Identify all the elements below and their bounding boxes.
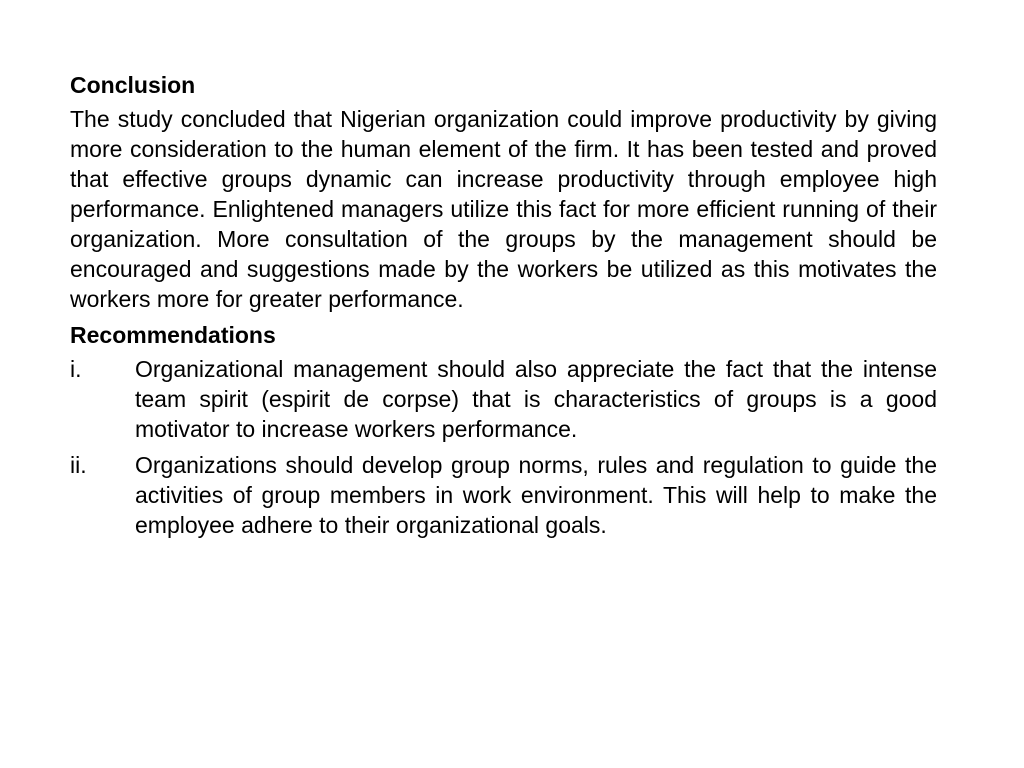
conclusion-paragraph: The study concluded that Nigerian organization could improve productivity by giving more consideration to the human element of the firm. It has been tested and proved that effective groups dynamic can increase productivity through employee high performance. Enlightened managers utilize this fact for more efficient running of their organization. More consultation of the groups by the management should be encouraged and suggestions made by the workers be utilized as this motivates the workers more for greater performance. [70, 106, 937, 312]
recommendation-marker: i. [70, 356, 82, 382]
slide-content [70, 70, 937, 546]
recommendation-item [70, 450, 937, 540]
conclusion-heading: Conclusion [70, 72, 196, 98]
recommendation-text: Organizational management should also appreciate the fact that the intense team spirit (espirit de corpse) that is characteristics of groups is a good motivator to increase workers performance. [135, 356, 937, 442]
recommendations-heading: Recommendations [70, 322, 276, 348]
recommendation-item [70, 354, 937, 444]
recommendation-text: Organizations should develop group norms, rules and regulation to guide the activities of group members in work environment. This will help to make the employee adhere to their organizational goals. [135, 452, 937, 538]
recommendation-marker: ii. [70, 452, 87, 478]
recommendations-list [70, 354, 937, 540]
